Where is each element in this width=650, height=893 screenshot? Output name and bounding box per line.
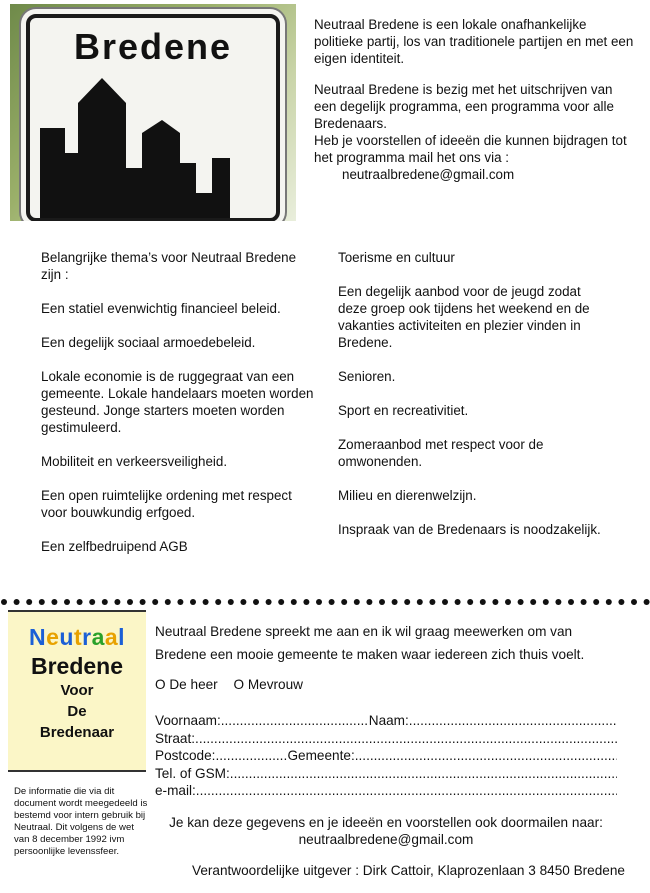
publisher-line: Verantwoordelijke uitgever : Dirk Cattoir, Klaprozenlaan 3 8450 Bredene (192, 863, 625, 878)
cut-dot (341, 599, 347, 605)
cut-dot (518, 599, 524, 605)
cut-dot (644, 599, 650, 605)
logo-letter: r (82, 624, 92, 650)
send-mail-note (155, 814, 617, 848)
cut-dot (14, 599, 20, 605)
theme-item: Zomeraanbod met respect voor de omwonenden. (338, 437, 544, 469)
theme-item: Een statiel evenwichtig financieel beleid. (41, 301, 281, 316)
street-row (155, 730, 617, 748)
cut-dot (404, 599, 410, 605)
privacy-notice: De informatie die via dit document wordt meegedeeld is bestemd voor intern gebruik bij Neutraal. Dit volgens de wet van 8 december 1992 ivm persoonlijke levenssfeer. (14, 786, 148, 857)
cut-dot (1, 599, 7, 605)
cut-dot (228, 599, 234, 605)
theme-item: Een zelfbedruipend AGB (41, 539, 188, 554)
cut-dot (102, 599, 108, 605)
cut-dot (114, 599, 120, 605)
email-row (155, 782, 617, 800)
cut-dot (266, 599, 272, 605)
cut-dot (480, 599, 486, 605)
phone-field[interactable] (230, 765, 617, 783)
theme-item: Inspraak van de Bredenaars is noodzakelijk. (338, 522, 601, 537)
send-mail-text: Je kan deze gegevens en je ideeën en voorstellen ook doormailen naar: (169, 815, 603, 830)
phone-row (155, 765, 617, 783)
cut-dot (417, 599, 423, 605)
salutation-options (155, 677, 315, 692)
cut-dot (606, 599, 612, 605)
cut-dot (89, 599, 95, 605)
logo-voor: Voor (60, 682, 94, 699)
cut-dot (190, 599, 196, 605)
postcode-field[interactable] (215, 747, 287, 765)
town-sign (26, 14, 280, 221)
municipality-label: Gemeente: (287, 748, 355, 763)
theme-item: Mobiliteit en verkeersveiligheid. (41, 454, 228, 469)
theme-item: Toerisme en cultuur (338, 250, 455, 265)
cut-dot (278, 599, 284, 605)
sign-text: Bredene (73, 26, 233, 67)
cut-dot (505, 599, 511, 605)
intro-paragraph-2 (314, 81, 634, 183)
cut-dot (530, 599, 536, 605)
cut-dot (366, 599, 372, 605)
email-field[interactable] (196, 782, 617, 800)
logo-letter: a (91, 624, 105, 650)
cut-dot (203, 599, 209, 605)
first-name-label: Voornaam: (155, 713, 221, 728)
intro-email: neutraalbredene@gmail.com (342, 167, 515, 182)
cut-dot (329, 599, 335, 605)
cut-dot (240, 599, 246, 605)
cut-dot (543, 599, 549, 605)
street-field[interactable] (195, 730, 617, 748)
theme-item: Milieu en dierenwelzijn. (338, 488, 477, 503)
logo-letter: u (59, 624, 74, 650)
logo-letter: t (73, 624, 83, 650)
logo-de: De (67, 703, 87, 720)
theme-item: Lokale economie is de ruggegraat van een gemeente. Lokale handelaars moeten worden gesteund. Jonge starters moeten worden gestimuleerd. (41, 369, 314, 435)
theme-item: Sport en recreativitiet. (338, 403, 469, 418)
themes-heading: Belangrijke thema’s voor Neutraal Bredene zijn : (41, 250, 297, 282)
cut-dot (593, 599, 599, 605)
logo-letter: e (46, 624, 60, 650)
cut-dot (253, 599, 259, 605)
cut-dot (442, 599, 448, 605)
form-intro-line-1: Neutraal Bredene spreekt me aan en ik wil graag meewerken om van (155, 624, 573, 639)
cut-dot (392, 599, 398, 605)
cut-dot (467, 599, 473, 605)
cut-dot (127, 599, 133, 605)
name-field[interactable] (409, 712, 617, 730)
intro-paragraph-1: Neutraal Bredene is een lokale onafhankelijke politieke partij, los van traditionele partijen en met een eigen identiteit. (314, 17, 634, 66)
form-intro (155, 620, 625, 666)
send-mail-address: neutraalbredene@gmail.com (298, 832, 474, 847)
email-label: e-mail: (155, 783, 196, 798)
cut-dot (581, 599, 587, 605)
cut-dot (303, 599, 309, 605)
cut-dot (215, 599, 221, 605)
theme-item: Senioren. (338, 369, 396, 384)
intro-ideas-text: Heb je voorstellen of ideeën die kunnen bijdragen tot het programma mail het ons via : (314, 133, 627, 165)
municipality-field[interactable] (355, 747, 617, 765)
logo-letter: l (118, 624, 126, 650)
cut-dot (51, 599, 57, 605)
dotted-cut-line (0, 596, 650, 608)
cut-dot (568, 599, 574, 605)
cut-dot (555, 599, 561, 605)
postcode-row (155, 747, 617, 765)
logo-letter: a (104, 624, 119, 650)
theme-item: Een open ruimtelijke ordening met respect voor bouwkundig erfgoed. (41, 488, 292, 520)
cut-dot (354, 599, 360, 605)
logo-bredene-word: Bredene (30, 653, 124, 679)
option-mr[interactable]: O De heer (155, 677, 218, 692)
cut-dot (379, 599, 385, 605)
cut-dot (77, 599, 83, 605)
postcode-label: Postcode: (155, 748, 216, 763)
name-label: Naam: (368, 713, 409, 728)
first-name-field[interactable] (221, 712, 369, 730)
cut-dot (429, 599, 435, 605)
bredene-sign-photo (10, 4, 296, 221)
phone-label: Tel. of GSM: (155, 765, 230, 781)
cut-dot (631, 599, 637, 605)
cut-dot (152, 599, 158, 605)
theme-item: Een degelijk aanbod voor de jeugd zodat deze groep ook tijdens het weekend en de vakanties activiteiten en plezier vinden in Bredene. (338, 284, 590, 350)
themes-left-column (41, 249, 317, 572)
cut-dot (165, 599, 171, 605)
intro-program-text: Neutraal Bredene is bezig met het uitschrijven van een degelijk programma, een programma voor alle Bredenaars. (314, 82, 614, 131)
cut-dot (492, 599, 498, 605)
contact-fields (155, 712, 617, 800)
name-row (155, 712, 617, 730)
logo-bredenaar: Bredenaar (39, 724, 115, 741)
cut-dot (26, 599, 32, 605)
neutraal-logo (8, 610, 146, 772)
intro-text (314, 16, 634, 183)
logo-letter: N (28, 624, 47, 650)
cut-dot (39, 599, 45, 605)
cut-dot (140, 599, 146, 605)
skyline-silhouette-icon (30, 58, 276, 218)
logo-neutraal-word (8, 624, 146, 651)
theme-item: Een degelijk sociaal armoedebeleid. (41, 335, 256, 350)
cut-dot (455, 599, 461, 605)
themes-right-column (338, 249, 613, 555)
street-label: Straat: (155, 730, 196, 746)
cut-dot (316, 599, 322, 605)
form-intro-line-2: Bredene een mooie gemeente te maken waar iedereen zich thuis voelt. (155, 647, 585, 662)
option-mrs[interactable]: O Mevrouw (233, 677, 303, 692)
cut-dot (618, 599, 624, 605)
cut-dot (64, 599, 70, 605)
cut-dot (177, 599, 183, 605)
cut-dot (291, 599, 297, 605)
